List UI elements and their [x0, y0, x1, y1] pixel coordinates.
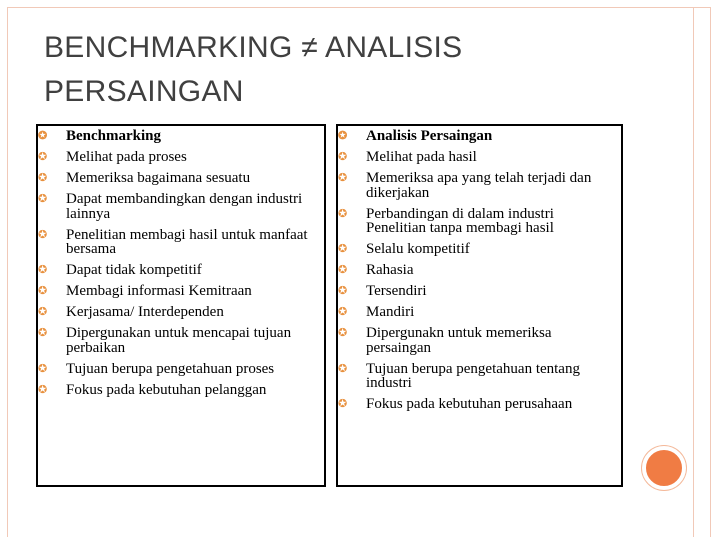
- benchmarking-item: [38, 129, 320, 144]
- benchmarking-column: [36, 124, 326, 487]
- benchmarking-item: [38, 171, 320, 186]
- analisis-persaingan-item-text: Analisis Persaingan: [366, 128, 493, 144]
- benchmarking-item: [38, 192, 320, 221]
- analisis-persaingan-column: [336, 124, 623, 487]
- benchmarking-list: [38, 129, 320, 397]
- bullet-icon: [338, 152, 348, 162]
- bullet-icon: [338, 131, 348, 141]
- analisis-persaingan-item-text: Selalu kompetitif: [366, 241, 470, 257]
- analisis-persaingan-item: [338, 305, 617, 320]
- benchmarking-item-text: Dapat membandingkan dengan industri lainnya: [66, 191, 303, 222]
- analisis-persaingan-item: [338, 129, 617, 144]
- benchmarking-item-text: Kerjasama/ Interdependen: [66, 304, 224, 320]
- analisis-persaingan-item: [338, 207, 617, 236]
- bullet-icon: [338, 399, 348, 409]
- bullet-icon: [38, 286, 48, 296]
- slide-frame-right-band: [693, 7, 713, 537]
- bullet-icon: [338, 286, 348, 296]
- analisis-persaingan-list: [338, 129, 617, 412]
- analisis-persaingan-item: [338, 284, 617, 299]
- bullet-icon: [38, 131, 48, 141]
- analisis-persaingan-item: [338, 150, 617, 165]
- benchmarking-item-text: Penelitian membagi hasil untuk manfaat bersama: [66, 226, 308, 257]
- benchmarking-item-text: Benchmarking: [66, 128, 162, 144]
- analisis-persaingan-item-text: Perbandingan di dalam industri Penelitian tanpa membagi hasil: [366, 205, 554, 236]
- bullet-icon: [338, 265, 348, 275]
- benchmarking-item-text: Tujuan berupa pengetahuan proses: [66, 360, 275, 377]
- benchmarking-item-text: Dapat tidak kompetitif: [66, 262, 202, 278]
- benchmarking-item: [38, 383, 320, 398]
- analisis-persaingan-item: [338, 326, 617, 355]
- analisis-persaingan-item-text: Memeriksa apa yang telah terjadi dan dikerjakan: [366, 170, 592, 201]
- benchmarking-item-text: Memeriksa bagaimana sesuatu: [66, 170, 251, 186]
- bullet-icon: [38, 230, 48, 240]
- bullet-icon: [38, 152, 48, 162]
- benchmarking-item: [38, 228, 320, 257]
- bullet-icon: [38, 173, 48, 183]
- bullet-icon: [338, 328, 348, 338]
- benchmarking-item-text: Fokus pada kebutuhan pelanggan: [66, 381, 267, 398]
- analisis-persaingan-item: [338, 171, 617, 200]
- analisis-persaingan-item-text: Tersendiri: [366, 283, 427, 299]
- analisis-persaingan-item: [338, 242, 617, 257]
- benchmarking-item-text: Melihat pada proses: [66, 149, 187, 165]
- benchmarking-item: [38, 150, 320, 165]
- benchmarking-item: [38, 263, 320, 278]
- benchmarking-item-text: Membagi informasi Kemitraan: [66, 283, 252, 299]
- benchmarking-item: [38, 326, 320, 355]
- bullet-icon: [38, 194, 48, 204]
- bullet-icon: [38, 328, 48, 338]
- analisis-persaingan-item: [338, 397, 617, 412]
- analisis-persaingan-item-text: Tujuan berupa pengetahuan tentang industri: [366, 360, 580, 391]
- bullet-icon: [338, 244, 348, 254]
- slide-title: BENCHMARKING ≠ ANALISIS PERSAINGAN: [44, 31, 463, 108]
- bullet-icon: [38, 307, 48, 317]
- analisis-persaingan-item-text: Dipergunakn untuk memeriksa persaingan: [366, 325, 552, 356]
- bullet-icon: [338, 307, 348, 317]
- bullet-icon: [338, 209, 348, 219]
- bullet-icon: [338, 173, 348, 183]
- analisis-persaingan-item: [338, 263, 617, 278]
- benchmarking-item: [38, 362, 320, 377]
- analisis-persaingan-item: [338, 362, 617, 391]
- benchmarking-item: [38, 305, 320, 320]
- analisis-persaingan-item-text: Fokus pada kebutuhan perusahaan: [366, 396, 573, 412]
- analisis-persaingan-item-text: Melihat pada hasil: [366, 149, 477, 165]
- analisis-persaingan-item-text: Rahasia: [366, 262, 414, 278]
- bullet-icon: [338, 364, 348, 374]
- benchmarking-item-text: Dipergunakan untuk mencapai tujuan perbaikan: [66, 325, 292, 356]
- analisis-persaingan-item-text: Mandiri: [366, 304, 415, 320]
- bullet-icon: [38, 364, 48, 374]
- bullet-icon: [38, 385, 48, 395]
- bullet-icon: [38, 265, 48, 275]
- decorative-circle: [642, 446, 686, 490]
- benchmarking-item: [38, 284, 320, 299]
